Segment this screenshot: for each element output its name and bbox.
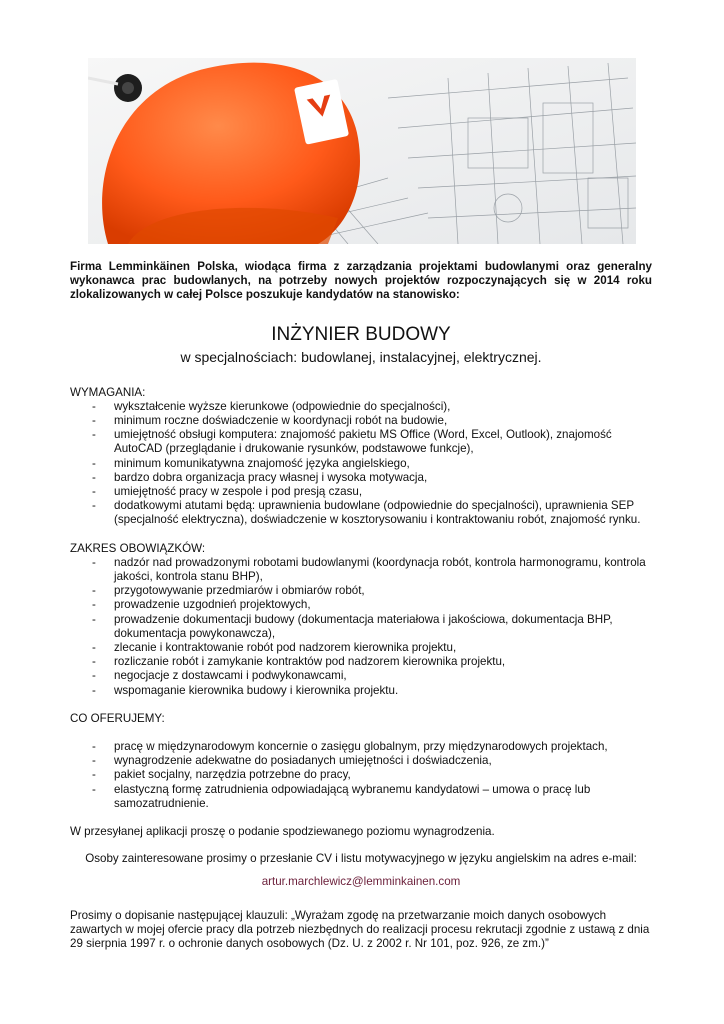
list-item: - wspomaganie kierownika budowy i kierownika projektu. [70, 684, 652, 698]
helmet-blueprint-illustration [88, 58, 636, 244]
list-item: - pracę w międzynarodowym koncernie o zasięgu globalnym, przy międzynarodowych projektach, [70, 740, 652, 754]
list-item: - zlecanie i kontraktowanie robót pod nadzorem kierownika projektu, [70, 641, 652, 655]
list-item: - dodatkowymi atutami będą: uprawnienia budowlane (odpowiednie do specjalności), uprawnienia SEP (specjalność elektryczna), doświadczenie w kosztorysowaniu i kontraktowaniu robót, znajomość rynku. [70, 499, 652, 527]
list-item: - przygotowywanie przedmiarów i obmiarów robót, [70, 584, 652, 598]
position-title: INŻYNIER BUDOWY [271, 323, 451, 345]
duties-heading: ZAKRES OBOWIĄZKÓW: [70, 541, 206, 555]
job-posting [70, 260, 652, 951]
list-item: - nadzór nad prowadzonymi robotami budowlanymi (koordynacja robót, kontrola harmonogramu, kontrola jakości, kontrola stanu BHP), [70, 556, 652, 584]
intro-paragraph: Firma Lemminkäinen Polska, wiodąca firma z zarządzania projektami budowlanymi oraz generalny wykonawca prac budowlanych, na potrzeby nowych projektów rozpoczynających się w 2014 roku zlokalizowanych w całej Polsce poszukuje kandydatów na stanowisko: [70, 260, 652, 302]
list-item: - minimum roczne doświadczenie w koordynacji robót na budowie, [70, 414, 652, 428]
offer-list [70, 740, 652, 811]
list-item: - prowadzenie dokumentacji budowy (dokumentacja materiałowa i jakościowa, dokumentacja BHP, dokumentacja powykonawcza), [70, 613, 652, 641]
list-item: - minimum komunikatywna znajomość języka angielskiego, [70, 457, 652, 471]
position-subtitle: w specjalnościach: budowlanej, instalacyjnej, elektrycznej. [180, 348, 542, 365]
duties-list [70, 556, 652, 698]
list-item: - wykształcenie wyższe kierunkowe (odpowiednie do specjalności), [70, 400, 652, 414]
list-item: - wynagrodzenie adekwatne do posiadanych umiejętności i doświadczenia, [70, 754, 652, 768]
list-item: - umiejętność obsługi komputera: znajomość pakietu MS Office (Word, Excel, Outlook), znajomość AutoCAD (przeglądanie i drukowanie rysunków, podstawowe funkcje), [70, 428, 652, 456]
header-image [88, 58, 636, 244]
salary-note: W przesyłanej aplikacji proszę o podanie spodziewanego poziomu wynagrodzenia. [70, 825, 495, 839]
list-item: - pakiet socjalny, narzędzia potrzebne do pracy, [70, 768, 652, 782]
list-item: - rozliczanie robót i zamykanie kontraktów pod nadzorem kierownika projektu, [70, 655, 652, 669]
list-item: - negocjacje z dostawcami i podwykonawcami, [70, 669, 652, 683]
list-item: - elastyczną formę zatrudnienia odpowiadającą wybranemu kandydatowi – umowa o pracę lub samozatrudnienie. [70, 783, 652, 811]
privacy-clause: Prosimy o dopisanie następującej klauzuli: „Wyrażam zgodę na przetwarzanie moich danych osobowych zawartych w mojej ofercie pracy dla potrzeb niezbędnych do realizacji procesu rekrutacji zgodnie z ustawą z dnia 29 sierpnia 1997 r. o ochronie danych osobowych (Dz. U. z 2002 r. Nr 101, poz. 926, ze zm.)” [70, 908, 650, 951]
requirements-list [70, 400, 652, 528]
list-item: - bardzo dobra organizacja pracy własnej i wysoka motywacja, [70, 471, 652, 485]
list-item: - umiejętność pracy w zespole i pod presją czasu, [70, 485, 652, 499]
offer-heading: CO OFERUJEMY: [70, 711, 165, 725]
contact-email-link[interactable]: artur.marchlewicz@lemminkainen.com [261, 874, 461, 888]
list-item: - prowadzenie uzgodnień projektowych, [70, 598, 652, 612]
apply-note: Osoby zainteresowane prosimy o przesłanie CV i listu motywacyjnego w języku angielskim na adres e-mail: [85, 852, 637, 866]
requirements-heading: WYMAGANIA: [70, 385, 146, 399]
